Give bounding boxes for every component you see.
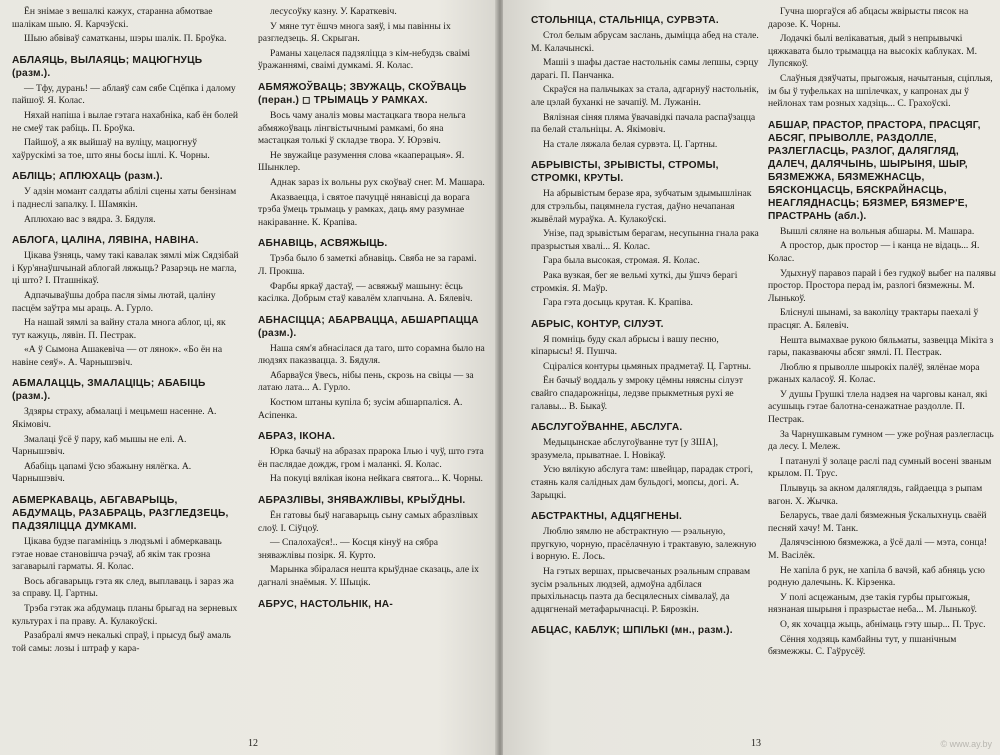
entry-example: Люблю я прыволле шырокіх палёў, зялёнае мора ржаных каласоў. Я. Колас. [768, 361, 980, 386]
entry-example: Марынка збіралася нешта крыўднае сказаць, але іх дагналі знаёмыя. У. Шыцік. [258, 564, 479, 588]
entry-example: У душы Грушкі тлела надзея на чарговы канал, які асушыць гэтае балотна-сенажатнае раздолле. П. Пестрак. [768, 388, 988, 426]
dictionary-entry [531, 14, 759, 151]
entry-example: Слаўныя дзяўчаты, прыгожыя, начытаныя, сціплыя, ім бы ў туфельках на шпілечках, у капронах ды ў нейлонах там розных хадзіць... С. Грахоўскі. [768, 72, 993, 110]
entry-example: Усю вялікую абслуга там: швейцар, парадак строгі, стаянь каля салідных дам бульдогі, мопсы, догі. А. Зарыцкі. [531, 464, 753, 501]
entry-example: — Спалохаўся!.. — Косця кінуў на сябра зняважлівы позірк. Я. Курто. [258, 537, 439, 561]
entry-headword: АБНАВІЦЬ, АСВЯЖЫЦЬ. [258, 238, 388, 250]
entry-headword: АБШАР, ПРАСТОР, ПРАСТОРА, ПРАСЦЯГ, АБСЯГ, ПРЫВОЛЛЕ, РАЗДОЛЛЕ, РАЗЛЕГЛАСЦЬ, РАЗЛОГ, ДАЛЯГЛЯД, ДАЛЕЧ, ДАЛЯЧЫНЬ, ШЫРЫНЯ, ШЫР, БЯЗМЕЖЖА, БЯЗМЕЖНАСЦЬ, БЯСКОНЦАСЦЬ, БЯСКРАЙНАСЦЬ, НЕАГЛЯДНАСЦЬ; БЯЗМЕР, БЯЗМЕР'Е, ПРАСТРАНЬ (абл.). [768, 119, 981, 222]
dictionary-entry [258, 237, 486, 305]
entry-example: Гара была высокая, стромая. Я. Колас. [543, 255, 700, 267]
entry-example: «А ў Сымона Ашакевіча — от лянок». «Бо ён на навіне сеяў». А. Чарнышэвіч. [12, 344, 223, 368]
entry-example: Ён гатовы быў нагаварыць сыну самых абразлівых слоў. І. Сіўцоў. [258, 510, 479, 534]
dictionary-entry [768, 119, 996, 659]
dictionary-entry [768, 6, 996, 111]
entry-example: Скраўся на пальчыках за стала, адгарнуў настольнік, але цэлай буханкі не зачапіў. М. Лужанін. [531, 84, 759, 108]
right-page [503, 0, 1000, 755]
dictionary-entry [12, 234, 240, 369]
entry-example: Рака вузкая, бег яе вельмі хуткі, ды ўшчэ берагі стромкія. Я. Маўр. [531, 269, 738, 294]
entry-example: Цікава ўзняць, чаму такі кавалак зямлі між Сядзібай і Кур'янаўшчынай аблогай ляжыць? Разарэць не магла, ці што? І. Пташнікаў. [12, 250, 239, 287]
entry-example: Ён знімае з вешалкі кажух, старанна абмотвае шалікам шыю. Я. Карчэўскі. [12, 6, 213, 30]
entry-example: Стол белым абрусам заслань, дыміцца абед на сталe. М. Калачынскі. [531, 30, 759, 54]
entry-example: Аказваецца, і святое пачуццё нянавісці да ворага трэба ўмець трымаць у рамках, даць яму разумнае накіраванне. К. Крапіва. [258, 191, 470, 228]
entry-example: Я помніць буду скал абрысы і вашу песню, кіпарысы! Я. Пушча. [531, 333, 719, 358]
entry-example: У мяне тут ёшчэ многа заяў, і мы павінны іх разгледзець. Я. Скрыган. [258, 20, 451, 45]
entry-example: Трэба было б заметкі абнавіць. Свяба не за гарамі. Л. Прокша. [258, 253, 477, 277]
dictionary-entry [531, 318, 759, 414]
dictionary-entry [12, 377, 240, 486]
entry-example: Пайшоў, а як выйшаў на вуліцу, мацюгнуў хаўрускімі за тое, што яны босы ішлі. К. Чорны. [12, 137, 210, 161]
entry-example: Сціраліся контуры цьмяных прадметаў. Ц. Гартны. [543, 360, 751, 372]
entry-example: Не звужайце разумення слова «кааперацыя». Я. Шынклер. [258, 149, 465, 174]
entry-headword: АБЛІЦЬ; АПЛЮХАЦЬ (разм.). [12, 171, 163, 183]
dictionary-entry [258, 598, 486, 611]
page-number-right: 13 [751, 738, 761, 749]
entry-example: Вось абгаварыць гэта як след, выплаваць і зараз жа за справу. Ц. Гартны. [12, 575, 234, 600]
entry-example: лесусоўку казну. У. Караткевіч. [270, 6, 397, 17]
entry-example: Цікава будзе пагамініць з людзьмі і абмеркаваць гэтае новае становішча рэчаў, аб якім так грозна загаварылі гарматы. Я. Колас. [12, 536, 222, 573]
entry-example: Шыю абвіваў саматканы, шэры шалік. П. Броўка. [24, 33, 227, 45]
entry-example: І патанулі ў золаце раслі пад сумный восені званым крылом. П. Трус. [768, 455, 992, 480]
dictionary-entry [12, 6, 240, 46]
right-page-column-2 [768, 6, 996, 661]
entry-headword: АБСТРАКТНЫ, АДЦЯГНЕНЫ. [531, 511, 683, 523]
entry-example: Лодачкі былі велікаватыя, дый з непрывычкі цяжкавата было трымацца на высокіх каблуках. М. Лупсякоў. [768, 33, 978, 70]
entry-example: Унізе, пад зрывістым берагам, несупынна гнала рака празрыстыя хвалі... Я. Колас. [531, 228, 759, 252]
entry-example: Трэба гэтак жа абдумаць планы брыгад на зерневых культурах і па праву. А. Кулакоўскі. [12, 603, 238, 627]
left-page-column-1 [12, 6, 240, 657]
entry-example: Вялізная сіняя пляма ўвачавідкі пачала распаўзацца па белай стальніцы. А. Якімовіч. [531, 111, 756, 136]
entry-headword: АБРАЗ, ІКОНА. [258, 431, 336, 443]
entry-headword: АБЦАС, КАБЛУК; ШПІЛЬКІ (мн., разм.). [531, 625, 733, 637]
dictionary-entry [531, 510, 759, 616]
entry-example: Юрка бачыў на абразах прарока Ілью і чуў, што гэта ён паслядае дождж, гром і маланкі. Я. Колас. [258, 446, 484, 470]
entry-example: Няхай напіша і вылае гэтага нахабніка, каб ён болей не смеў так рабіць. П. Броўка. [12, 109, 239, 134]
entry-example: Аднак зараз іх вольны рух скоўваў снег. М. Машара. [270, 176, 485, 188]
entry-example: Удыхнуў паравоз парай і без гудкоў выбег на палявы простор. Простора перад ім, разлогі бязмежны. М. Лынькоў. [768, 267, 996, 304]
entry-headword: АБРЫВІСТЫ, ЗРЫВІСТЫ, СТРОМЫ, СТРОМКІ, КРУТЫ. [531, 160, 719, 185]
entry-headword: АБСЛУГОЎВАННЕ, АБСЛУГА. [531, 422, 683, 434]
entry-example: Костюм штаны купіла б; зусім абшарпаліся. А. Асіпенка. [258, 397, 463, 421]
entry-headword: АБРАЗЛІВЫ, ЗНЯВАЖЛІВЫ, КРЫЎДНЫ. [258, 495, 466, 507]
dictionary-entry [12, 170, 240, 226]
entry-example: Медыцынскае абслугоўванне тут [у ЗША], зразумела, прыватнае. І. Новікаў. [531, 437, 718, 461]
entry-example: Сёння ходзяць камбайны тут, у пшанічным бязмежжы. С. Гаўрусёў. [768, 633, 957, 658]
entry-headword: АБНАСІЦЦА; АБАРВАЦЦА, АБШАРПАЦЦА (разм.). [258, 314, 479, 339]
entry-headword: АБЛОГА, ЦАЛІНА, ЛЯВІНА, НАВІНА. [12, 235, 199, 247]
entry-headword: АБРУС, НАСТОЛЬНІК, НА- [258, 598, 393, 610]
entry-example: Адпачываўшы добра пасля зімы лютай, цаліну пасцём заўтра мы араць. А. Гурло. [12, 289, 216, 314]
entry-example: Ён бачыў воддаль у змроку цёмны няясны сілуэт свайго спадарожніцы, ледзве прыкметныя рухі яе галавы... В. Быкаў. [531, 375, 743, 412]
entry-example: На покуці вялікая ікона нейкага святога... К. Чорны. [270, 473, 483, 485]
dictionary-entry [258, 6, 486, 73]
entry-headword: СТОЛЬНІЦА, СТАЛЬНІЦА, СУРВЭТА. [531, 15, 719, 26]
watermark: © www.ay.by [940, 739, 992, 749]
entry-example: Не хапіла б рук, не хапіла б вачэй, каб абняць усю родную далечынь. К. Кірэенка. [768, 564, 985, 589]
entry-example: Гучна шоргаўся аб абцасы жвірысты пясок на дарозе. К. Чорны. [768, 6, 969, 30]
entry-example: Вось чаму аналіз мовы мастацкага твора нельга абмяжоўваць лінгвістычнымі рамкамі, бо яна мастацкая толькі ў складзе твора. У. Юрэвіч. [258, 109, 466, 147]
entry-example: Раманы хацелася падзяліцца з кім-небудзь сваімі ўражаннямі, сваімі думкамі. Я. Колас. [258, 47, 471, 72]
entry-example: На гэтых вершах, прысвечаных рэальным справам зусім рэальных людзей, адмоўна адбілася прыхільнасць паэта да бесцялесных сімвалаў, да адцягненай метафарычнасці. Р. Бярозкін. [531, 566, 751, 615]
entry-example: Бліснулі шынамі, за ваколіцу трактары паехалі ў прасцяг. А. Бялевіч. [768, 307, 979, 331]
entry-example: На стале ляжала белая сурвэта. Ц. Гартны. [543, 138, 718, 150]
dictionary-entry [531, 159, 759, 309]
entry-example: Машіі з шафы дастае настольнік самы лепшы, сэрцу дарагі. П. Панчанка. [531, 57, 759, 81]
entry-example: На нашай зямлі за вайну стала многа аблог, ці, як тут кажуць, лявін. П. Пестрак. [12, 317, 226, 341]
entry-example: А простор, дык простор — і канца не відаць... Я. Колас. [768, 240, 980, 264]
entry-headword: АБЛАЯЦЬ, ВЫЛАЯЦЬ; МАЦЮГНУЦЬ (разм.). [12, 54, 203, 79]
entry-headword: АБМЯЖОЎВАЦЬ; ЗВУЖАЦЬ, СКОЎВАЦЬ (перан.) ◻ ТРЫМАЦЬ У РАМКАХ. [258, 81, 467, 106]
entry-example: Нешта вымахвае рукою бяльматы, зазвецца Мікіта з гары, паказваючы абсяг зямлі. П. Пестрак. [768, 334, 994, 359]
dictionary-entry [258, 494, 486, 590]
entry-example: За Чарнушкавым гумном — уже роўная разлегласць да лесу. І. Мележ. [768, 428, 994, 453]
entry-example: У адзін момант салдаты аблілі сцены хаты бензінам і паднеслі запалку. І. Шамякін. [12, 186, 237, 210]
dictionary-entry [12, 54, 240, 163]
entry-example: У полі асцежаным, дзе такія гурбы прыгожыя, нязнаная шырыня і празрыстае неба... М. Лынькоў. [768, 591, 977, 616]
entry-headword: АБМЕРКАВАЦЬ, АБГАВАРЫЦЬ, АБДУМАЦЬ, РАЗАБРАЦЬ, РАЗГЛЕДЗЕЦЬ, ПАДЗЯЛІЦЦА ДУМКАМІ. [12, 495, 229, 533]
left-page [0, 0, 497, 755]
left-page-column-2 [258, 6, 486, 614]
entry-example: Аплюхаю вас з вядра. З. Бядуля. [24, 213, 156, 225]
right-page-column-1 [531, 6, 759, 640]
dictionary-entry [258, 314, 486, 423]
dictionary-entry [531, 421, 759, 502]
entry-example: Разабралі ямчэ некалькі спраў, і прысуд быў амаль той самы: лозы і штраф у кара- [12, 630, 231, 654]
dictionary-entry [531, 624, 759, 637]
entry-example: Фарбы яркаў дастаў, — асвяжыў машыну: ёсць касілка. Добрым стаў кавалём хлапчына. А. Бялевіч. [258, 280, 473, 305]
entry-example: Вышлі сяляне на вольныя абшары. М. Машара. [780, 225, 975, 237]
page-number-left: 12 [248, 738, 258, 749]
entry-example: Люблю зямлю не абстрактную — рэальную, пругкую, чорную, прасёлачную і трактавую, залежную і ворную. Е. Лось. [531, 526, 757, 563]
entry-example: Беларусь, твае далі бязмежныя ўскалыхнуць сваёй песняй хачу! М. Танк. [768, 510, 987, 534]
entry-headword: АБРЫС, КОНТУР, СІЛУЭТ. [531, 318, 664, 330]
dictionary-entry [258, 430, 486, 486]
dictionary-entry [258, 81, 486, 229]
entry-example: Здзяры страху, абмалаці і мецьмеш насенне. А. Якімовіч. [12, 406, 217, 431]
entry-example: Абабіць цапамі ўсю збажыну нялёгка. А. Чарнышэвіч. [12, 460, 192, 485]
entry-example: Абарваўся ўвесь, нібы пень, скрозь на свіцы — за латаю лата... А. Гурло. [258, 369, 474, 394]
entry-example: — Тфу, дурань! — аблаяў сам сябе Сцёпка і далому пайшоў. Я. Колас. [12, 82, 236, 107]
entry-example: На абрывістым беразе яра, зубчатым здымышлінак для стрэльбы, пацямнела густая, даўно нечапаная жывёлай мураўка. А. Кулакоўскі. [531, 188, 752, 225]
entry-example: О, як хочацца жыць, абнімаць гэту шыр... П. Трус. [780, 618, 986, 630]
entry-example: Наша сям'я абнасілася да таго, што сорамна было на людзях паказвацца. З. Бядуля. [258, 342, 485, 367]
entry-example: Плывуць за акном даляглядзь, гайдаецца з рыпам вагон. Х. Жычка. [768, 483, 983, 507]
entry-headword: АБМАЛАЦЦЬ, ЗМАЛАЦІЦЬ; АБАБІЦЬ (разм.). [12, 378, 206, 403]
entry-example: Далячэсінюю бязмежжа, а ўсё далі — мэта, сонца! М. Васілёк. [768, 537, 988, 561]
entry-example: Змалаці ўсё ў пару, каб мышы не елі. А. Чарнышэвіч. [12, 433, 187, 458]
dictionary-entry [12, 494, 240, 655]
entry-example: Гара гэта досыць крутая. К. Крапіва. [543, 297, 693, 309]
